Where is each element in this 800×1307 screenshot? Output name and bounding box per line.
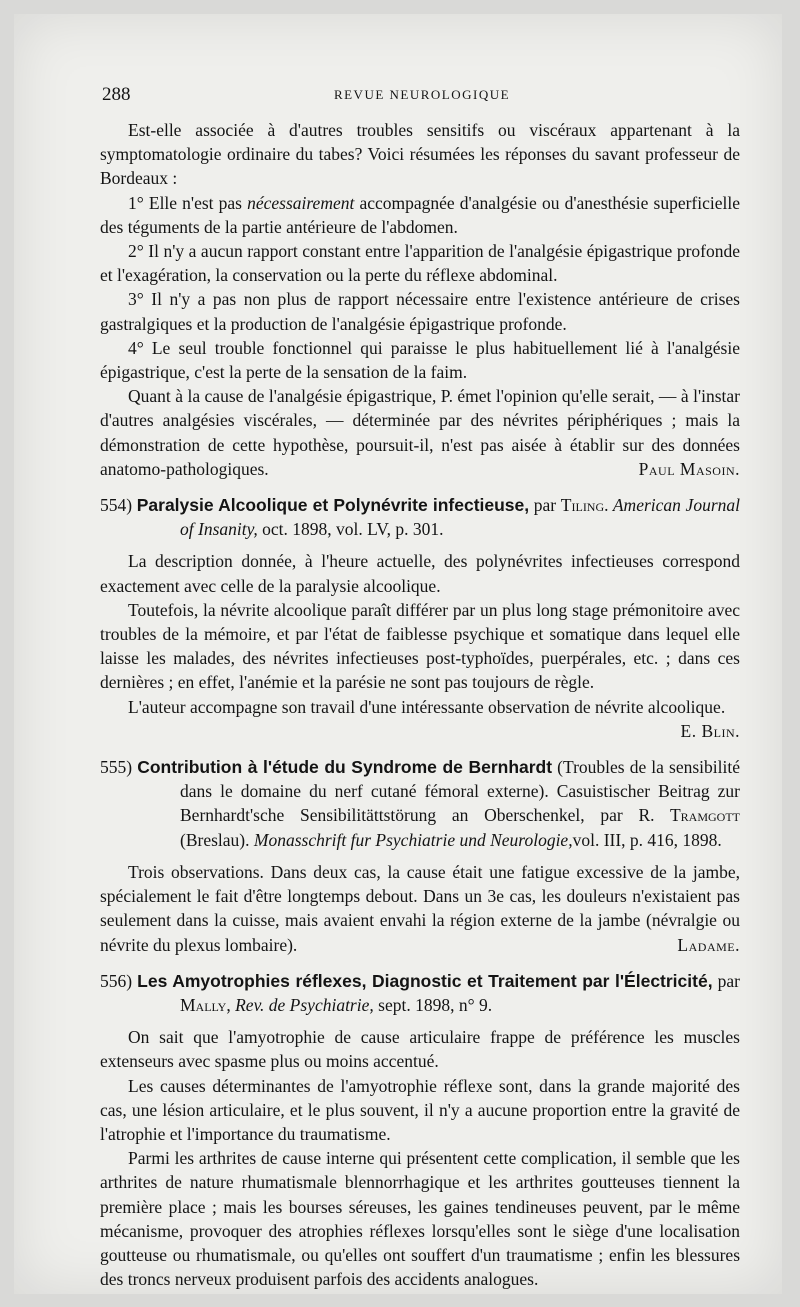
entry-number: 556) — [100, 970, 133, 991]
paragraph: Trois observations. Dans deux cas, la cause était une fatigue excessive de la jambe, spécialement le fait d'être longtemps debout. Dans un 3e cas, les douleurs n'existaient pas seulement dans la cuisse, mais avaient envahi la région externe de la jambe (névralgie ou névrite du plexus lombaire). Ladame. — [100, 860, 740, 957]
paragraph: Quant à la cause de l'analgésie épigastrique, P. émet l'opinion qu'elle serait, — à l'instar d'autres analgésies viscérales, — déterminée par des névrites périphériques ; mais la démonstration de cette hypothèse, poursuit-il, n'est pas aisée à établir sur des données anatomo-pathologiques. Paul Masoin. — [100, 384, 740, 481]
scanned-page — [14, 14, 782, 1294]
article-author: R. Tramgott — [638, 805, 740, 826]
article-title: Paralysie Alcoolique et Polynévrite infectieuse, — [136, 495, 530, 516]
page-body — [100, 118, 740, 1291]
author-signature: E. Blin. — [680, 720, 740, 741]
paragraph: 1° Elle n'est pas nécessairement accompagnée d'analgésie ou d'anesthésie superficielle des téguments de la partie antérieure de l'abdomen. — [100, 192, 740, 237]
entry-number: 555) — [100, 757, 133, 778]
author-signature: Ladame. — [677, 934, 740, 955]
article-author: Mally, — [180, 994, 231, 1015]
article-title: Contribution à l'étude du Syndrome de Bernhardt — [137, 757, 553, 778]
paragraph: 3° Il n'y a pas non plus de rapport nécessaire entre l'existence antérieure de crises gastralgiques et la production de l'analgésie épigastrique profonde. — [100, 289, 740, 334]
paragraph: 4° Le seul trouble fonctionnel qui paraisse le plus habituellement lié à l'analgésie épigastrique, c'est la perte de la sensation de la faim. — [100, 337, 740, 383]
paragraph: L'auteur accompagne son travail d'une intéressante observation de névrite alcoolique. E. Blin. — [100, 695, 740, 719]
paragraph: 2° Il n'y a aucun rapport constant entre l'apparition de l'analgésie épigastrique profonde et l'exagération, la conservation ou la perte du réflexe abdominal. — [100, 241, 740, 286]
entry-number: 554) — [100, 495, 133, 516]
paragraph: Les causes déterminantes de l'amyotrophie réflexe sont, dans la grande majorité des cas, une lésion articulaire, et le plus souvent, il n'y a aucune proportion entre la gravité de l'atrophie et l'importance du traumatisme. — [100, 1075, 740, 1144]
paragraph: On sait que l'amyotrophie de cause articulaire frappe de préférence les muscles extenseurs avec spasme plus ou moins accentué. — [100, 1027, 740, 1072]
running-title: REVUE NEUROLOGIQUE — [333, 87, 511, 102]
page-header — [102, 84, 742, 108]
abstract-heading-555: 555) Contribution à l'étude du Syndrome de Bernhardt (Troubles de la sensibilité dans le domaine du nerf cutané fémoral externe). Casuistischer Beitrag zur Bernhardt'sche Sensibilitättstörung an Oberschenkel, par R. Tramgott (Breslau). Monasschrift fur Psychiatrie und Neurologie,vol. III, p. 416, 1898. — [100, 757, 740, 850]
article-title: Les Amyotrophies réflexes, Diagnostic et Traitement par l'Électricité, — [137, 970, 713, 991]
journal-name: Monasschrift fur Psychiatrie und Neurologie, — [253, 829, 573, 850]
author-signature: Paul Masoin. — [638, 458, 740, 479]
paragraph: Parmi les arthrites de cause interne qui présentent cette complication, il semble que les arthrites de nature rhumatismale blennorrhagique et les arthrites goutteuses tiennent la première place ; mais les bourses séreuses, les gaines tendineuses peuvent, par le même mécanisme, provoquer des atrophies réflexes lorsqu'elles sont le siège d'une localisation goutteuse ou rhumatismale, ou qu'elles ont souffert d'un traumatisme ; enfin les blessures des troncs nerveux produisent parfois des accidents analogues. — [100, 1148, 740, 1290]
paragraph: Est-elle associée à d'autres troubles sensitifs ou viscéraux appartenant à la symptomatologie ordinaire du tabes? Voici résumées les réponses du savant professeur de Bordeaux : — [100, 120, 740, 189]
journal-name: Rev. de Psychiatrie, — [230, 994, 374, 1015]
page-number: 288 — [102, 84, 131, 105]
article-author: Tiling. — [560, 495, 609, 516]
journal-name: American Journal of Insanity, — [180, 495, 740, 540]
abstract-heading-556: 556) Les Amyotrophies réflexes, Diagnostic et Traitement par l'Électricité, par Mally, Rev. de Psychiatrie, sept. 1898, n° 9. — [100, 970, 740, 1015]
paragraph: La description donnée, à l'heure actuelle, des polynévrites infectieuses correspond exactement avec celle de la paralysie alcoolique. — [100, 551, 740, 596]
abstract-heading-554: 554) Paralysie Alcoolique et Polynévrite infectieuse, par Tiling. American Journal of Insanity, oct. 1898, vol. LV, p. 301. — [100, 495, 740, 540]
paragraph: Toutefois, la névrite alcoolique paraît différer par un plus long stage prémonitoire avec troubles de la mémoire, et par l'état de faiblesse psychique et somatique dans lequel elle laisse les malades, des névrites infectieuses post-typhoïdes, puerpérales, etc. ; dans ces dernières ; en effet, l'anémie et la parésie ne sont pas toujours de règle. — [100, 599, 740, 693]
